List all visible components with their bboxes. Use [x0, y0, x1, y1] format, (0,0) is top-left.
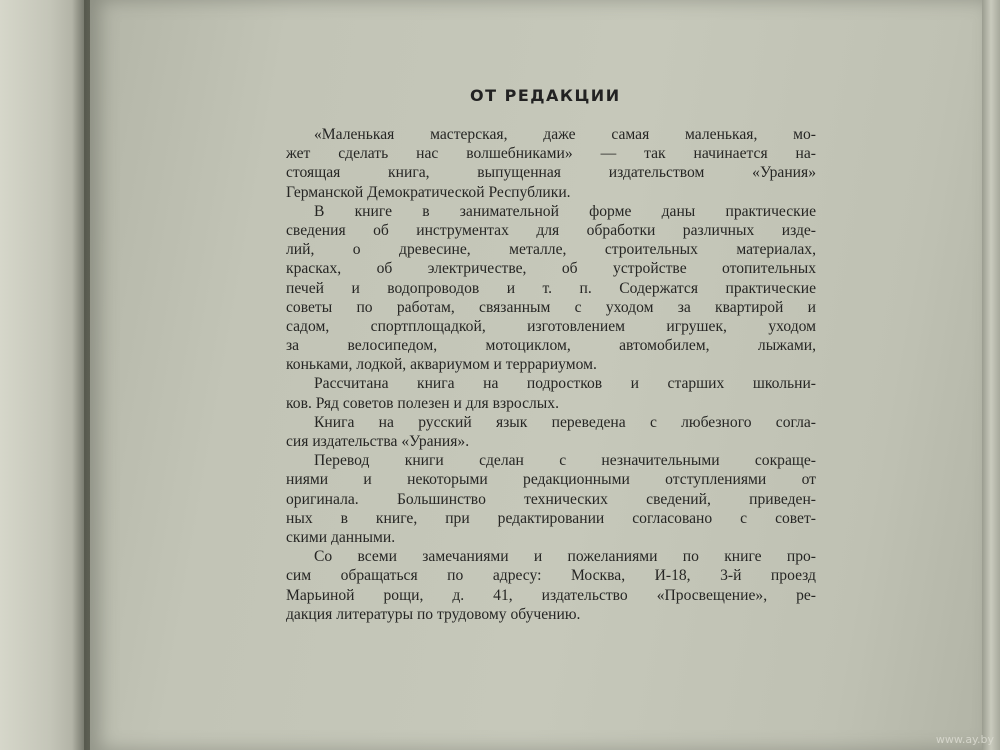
- text-line: В книге в занимательной форме даны практические: [314, 202, 816, 220]
- text-line: оригинала. Большинство технических сведений, приведен-: [286, 490, 816, 508]
- text-line: сведения об инструментах для обработки различных изде-: [286, 221, 816, 239]
- text-line: садом, спортплощадкой, изготовлением игрушек, уходом: [286, 317, 816, 335]
- text-line: ных в книге, при редактировании согласовано с совет-: [286, 509, 816, 527]
- text-line: печей и водопроводов и т. п. Содержатся практические: [286, 279, 816, 297]
- text-line: стоящая книга, выпущенная издательством «Урания»: [286, 164, 816, 182]
- text-line: коньками, лодкой, аквариумом и террариумом.: [286, 356, 597, 374]
- text-line: жет сделать нас волшебниками» — так начинается на-: [286, 145, 816, 163]
- page-heading: ОТ РЕДАКЦИИ: [470, 86, 621, 105]
- page-text: [286, 125, 816, 624]
- text-line: Книга на русский язык переведена с любезного согла-: [314, 413, 816, 431]
- text-line: Рассчитана книга на подростков и старших школьни-: [314, 375, 816, 393]
- text-line: ков. Ряд советов полезен и для взрослых.: [286, 394, 559, 412]
- text-line: лий, о древесине, металле, строительных материалах,: [286, 241, 816, 259]
- text-line: ниями и некоторыми редакционными отступлениями от: [286, 471, 816, 489]
- text-line: за велосипедом, мотоциклом, автомобилем, лыжами,: [286, 337, 816, 355]
- text-line: красках, об электричестве, об устройстве отопительных: [286, 260, 816, 278]
- text-line: Со всеми замечаниями и пожеланиями по книге про-: [314, 548, 816, 566]
- text-line: Германской Демократической Республики.: [286, 183, 571, 201]
- text-line: дакция литературы по трудовому обучению.: [286, 605, 581, 623]
- text-line: «Маленькая мастерская, даже самая маленькая, мо-: [314, 126, 816, 143]
- text-line: советы по работам, связанным с уходом за квартирой и: [286, 298, 816, 316]
- text-line: Марьиной рощи, д. 41, издательство «Просвещение», ре-: [286, 586, 816, 604]
- text-line: сим обращаться по адресу: Москва, И-18, 3-й проезд: [286, 567, 816, 585]
- page-edge: [982, 0, 1000, 750]
- text-line: Перевод книги сделан с незначительными сокраще-: [314, 452, 816, 470]
- site-watermark: www.ay.by: [935, 733, 994, 746]
- text-line: сия издательства «Урания».: [286, 433, 470, 450]
- text-line: скими данными.: [286, 528, 396, 546]
